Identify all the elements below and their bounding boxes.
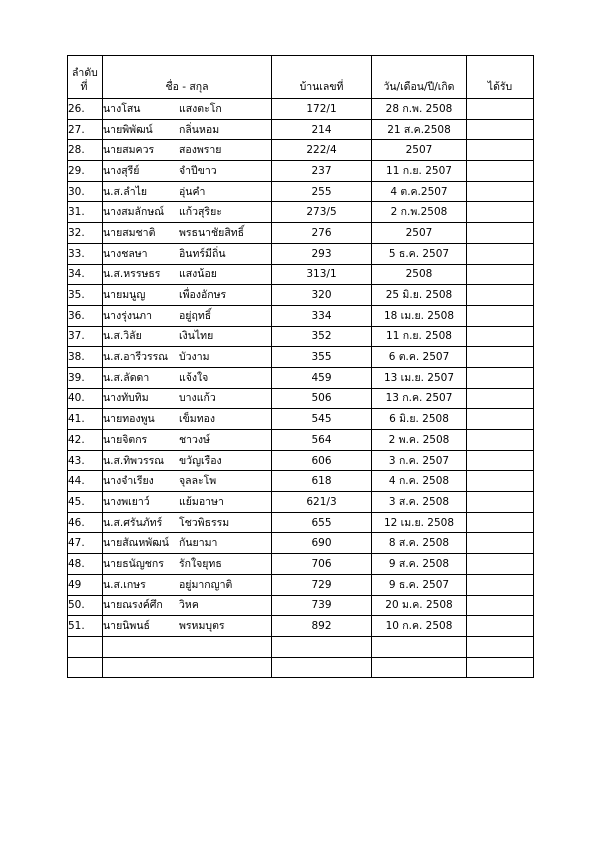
birth-date: 11 ก.ย. 2508 [372,326,467,347]
received-signature [467,326,534,347]
birth-date: 3 ก.ค. 2507 [372,450,467,471]
table-row [68,616,534,637]
row-name [103,636,272,657]
birth-date: 20 ม.ค. 2508 [372,595,467,616]
house-number: 459 [272,367,372,388]
first-name: นางสมลักษณ์ [103,206,164,219]
row-number: 35. [68,285,103,306]
last-name: โชวพิธรรม [179,516,230,529]
birth-date [372,636,467,657]
last-name: จำปีขาว [179,164,217,177]
house-number [272,657,372,678]
received-signature [467,202,534,223]
roster-table [67,55,534,678]
first-name: นายจิตกร [103,433,148,446]
last-name: ขวัญเรือง [179,454,222,467]
birth-date: 4 ก.ค. 2508 [372,471,467,492]
house-number: 172/1 [272,99,372,120]
roster-body [68,56,534,678]
first-name: น.ส.ศรันภัทร์ [103,516,163,529]
header-house-number: บ้านเลขที่ [272,56,372,99]
table-row [68,347,534,368]
birth-date: 10 ก.ค. 2508 [372,616,467,637]
row-name [103,161,272,182]
header-number-line1: ลำดับ [72,67,98,79]
house-number: 545 [272,409,372,430]
row-name [103,512,272,533]
row-number: 44. [68,471,103,492]
house-number: 606 [272,450,372,471]
received-signature [467,243,534,264]
house-number: 352 [272,326,372,347]
table-row [68,636,534,657]
birth-date: 4 ต.ค.2507 [372,181,467,202]
table-row [68,409,534,430]
row-number: 33. [68,243,103,264]
birth-date: 3 ส.ค. 2508 [372,492,467,513]
received-signature [467,388,534,409]
birth-date: 13 ก.ค. 2507 [372,388,467,409]
received-signature [467,595,534,616]
row-number: 28. [68,140,103,161]
row-number: 46. [68,512,103,533]
first-name: นางพเยาว์ [103,495,150,508]
received-signature [467,471,534,492]
last-name: แจ้งใจ [179,371,209,384]
row-name [103,326,272,347]
row-number: 27. [68,119,103,140]
birth-date: 11 ก.ย. 2507 [372,161,467,182]
row-number: 42. [68,430,103,451]
table-row [68,181,534,202]
row-name [103,430,272,451]
birth-date [372,657,467,678]
house-number: 739 [272,595,372,616]
received-signature [467,223,534,244]
last-name: แสงตะโก [179,102,222,115]
birth-date: 25 มิ.ย. 2508 [372,285,467,306]
received-signature [467,657,534,678]
row-number: 43. [68,450,103,471]
first-name: นายมนูญ [103,289,146,302]
row-name [103,657,272,678]
table-row [68,512,534,533]
received-signature [467,119,534,140]
last-name: สองพราย [179,144,222,157]
table-row [68,119,534,140]
house-number: 355 [272,347,372,368]
row-name [103,181,272,202]
first-name: นายสัณหพัฒน์ [103,537,169,550]
row-number: 31. [68,202,103,223]
last-name: แสงน้อย [179,268,217,281]
table-row [68,367,534,388]
row-name [103,99,272,120]
birth-date: 2507 [372,140,467,161]
table-row [68,243,534,264]
birth-date: 21 ส.ค.2508 [372,119,467,140]
house-number: 564 [272,430,372,451]
row-number: 50. [68,595,103,616]
row-number: 26. [68,99,103,120]
first-name: นางโสน [103,102,141,115]
row-number: 48. [68,554,103,575]
table-row [68,388,534,409]
received-signature [467,161,534,182]
table-row [68,533,534,554]
house-number: 706 [272,554,372,575]
last-name: อินทร์มีถิ่น [179,247,226,260]
table-row [68,574,534,595]
last-name: พรหมบุตร [179,620,225,633]
first-name: นายทองพูน [103,413,155,426]
row-name [103,492,272,513]
first-name: นางสุรีย์ [103,164,140,177]
last-name: รักใจยุทธ [179,557,222,570]
last-name: อยู่ฤทธิ์ [179,309,212,322]
table-row [68,99,534,120]
row-name [103,223,272,244]
received-signature [467,450,534,471]
first-name: นายธนัญชกร [103,557,164,570]
table-row [68,161,534,182]
first-name: น.ส.ลัดดา [103,371,150,384]
last-name: กันยามา [179,537,218,550]
table-row [68,202,534,223]
table-row [68,554,534,575]
house-number: 222/4 [272,140,372,161]
header-received: ได้รับ [467,56,534,99]
row-name [103,140,272,161]
birth-date: 9 ธ.ค. 2507 [372,574,467,595]
birth-date: 9 ส.ค. 2508 [372,554,467,575]
last-name: พรธนาชัยสิทธิ์ [179,226,245,239]
table-row [68,223,534,244]
received-signature [467,574,534,595]
birth-date: 6 มิ.ย. 2508 [372,409,467,430]
received-signature [467,305,534,326]
row-number: 32. [68,223,103,244]
row-name [103,554,272,575]
row-name [103,305,272,326]
received-signature [467,99,534,120]
received-signature [467,264,534,285]
first-name: น.ส.วิลัย [103,330,142,343]
house-number: 276 [272,223,372,244]
first-name: นางจำเรียง [103,475,154,488]
received-signature [467,140,534,161]
last-name: เงินไทย [179,330,214,343]
last-name: วิหค [179,599,199,612]
last-name: อุ่นคำ [179,185,206,198]
last-name: ชาวงษ์ [179,433,210,446]
house-number [272,636,372,657]
received-signature [467,430,534,451]
last-name: บางแก้ว [179,392,216,405]
header-number [68,56,103,99]
row-number: 37. [68,326,103,347]
birth-date: 28 ก.พ. 2508 [372,99,467,120]
birth-date: 8 ส.ค. 2508 [372,533,467,554]
row-name [103,595,272,616]
last-name: แก้วสุริยะ [179,206,222,219]
row-name [103,533,272,554]
row-name [103,388,272,409]
birth-date: 2507 [372,223,467,244]
house-number: 690 [272,533,372,554]
row-number: 49 [68,574,103,595]
house-number: 655 [272,512,372,533]
first-name: นายสมควร [103,144,155,157]
last-name: กลิ่นหอม [179,123,220,136]
table-row [68,140,534,161]
house-number: 618 [272,471,372,492]
received-signature [467,367,534,388]
table-row [68,450,534,471]
house-number: 214 [272,119,372,140]
house-number: 273/5 [272,202,372,223]
header-name: ชื่อ - สกุล [103,56,272,99]
table-row [68,305,534,326]
row-name [103,471,272,492]
birth-date: 2508 [372,264,467,285]
row-name [103,409,272,430]
table-header-row [68,56,534,99]
table-row [68,595,534,616]
row-number: 41. [68,409,103,430]
row-number: 36. [68,305,103,326]
birth-date: 2 พ.ค. 2508 [372,430,467,451]
first-name: นายสมชาติ [103,226,156,239]
table-row [68,285,534,306]
row-number: 39. [68,367,103,388]
row-name [103,243,272,264]
row-name [103,119,272,140]
house-number: 237 [272,161,372,182]
table-row [68,430,534,451]
first-name: นายพิพัฒน์ [103,123,153,136]
row-number: 40. [68,388,103,409]
last-name: อยู่มากญาติ [179,578,233,591]
last-name: บัวงาม [179,351,210,364]
row-number [68,636,103,657]
table-row [68,492,534,513]
last-name: เพื่องอักษร [179,289,227,302]
table-row [68,471,534,492]
received-signature [467,409,534,430]
first-name: นางรุ่งนภา [103,309,152,322]
row-name [103,347,272,368]
row-number: 45. [68,492,103,513]
first-name: น.ส.อารีวรรณ [103,351,169,364]
received-signature [467,492,534,513]
table-row [68,264,534,285]
first-name: นายณรงค์ศึก [103,599,163,612]
first-name: น.ส.เกษร [103,578,146,591]
house-number: 255 [272,181,372,202]
first-name: นางทับทิม [103,392,149,405]
birth-date: 12 เม.ย. 2508 [372,512,467,533]
house-number: 293 [272,243,372,264]
received-signature [467,181,534,202]
first-name: นางชลษา [103,247,148,260]
table-row [68,657,534,678]
house-number: 892 [272,616,372,637]
received-signature [467,285,534,306]
received-signature [467,512,534,533]
row-number: 38. [68,347,103,368]
row-number: 30. [68,181,103,202]
received-signature [467,347,534,368]
table-row [68,326,534,347]
row-name [103,616,272,637]
header-number-line2: ที่ [80,81,88,93]
birth-date: 18 เม.ย. 2508 [372,305,467,326]
received-signature [467,533,534,554]
house-number: 621/3 [272,492,372,513]
birth-date: 6 ต.ค. 2507 [372,347,467,368]
birth-date: 5 ธ.ค. 2507 [372,243,467,264]
received-signature [467,616,534,637]
house-number: 334 [272,305,372,326]
row-name [103,202,272,223]
row-number: 29. [68,161,103,182]
received-signature [467,554,534,575]
house-number: 313/1 [272,264,372,285]
house-number: 506 [272,388,372,409]
row-number [68,657,103,678]
last-name: จุลละโพ [179,475,217,488]
house-number: 729 [272,574,372,595]
row-name [103,264,272,285]
first-name: น.ส.หรรษธร [103,268,161,281]
last-name: เข็มทอง [179,413,216,426]
last-name: แย้มอาษา [179,495,224,508]
row-number: 51. [68,616,103,637]
birth-date: 13 เม.ย. 2507 [372,367,467,388]
first-name: น.ส.ทิพวรรณ [103,454,165,467]
first-name: น.ส.ลำไย [103,185,148,198]
first-name: นายนิพนธ์ [103,620,150,633]
row-number: 47. [68,533,103,554]
house-number: 320 [272,285,372,306]
row-name [103,574,272,595]
row-name [103,285,272,306]
row-number: 34. [68,264,103,285]
birth-date: 2 ก.พ.2508 [372,202,467,223]
received-signature [467,636,534,657]
row-name [103,367,272,388]
row-name [103,450,272,471]
header-birth-date: วัน/เดือน/ปี/เกิด [372,56,467,99]
